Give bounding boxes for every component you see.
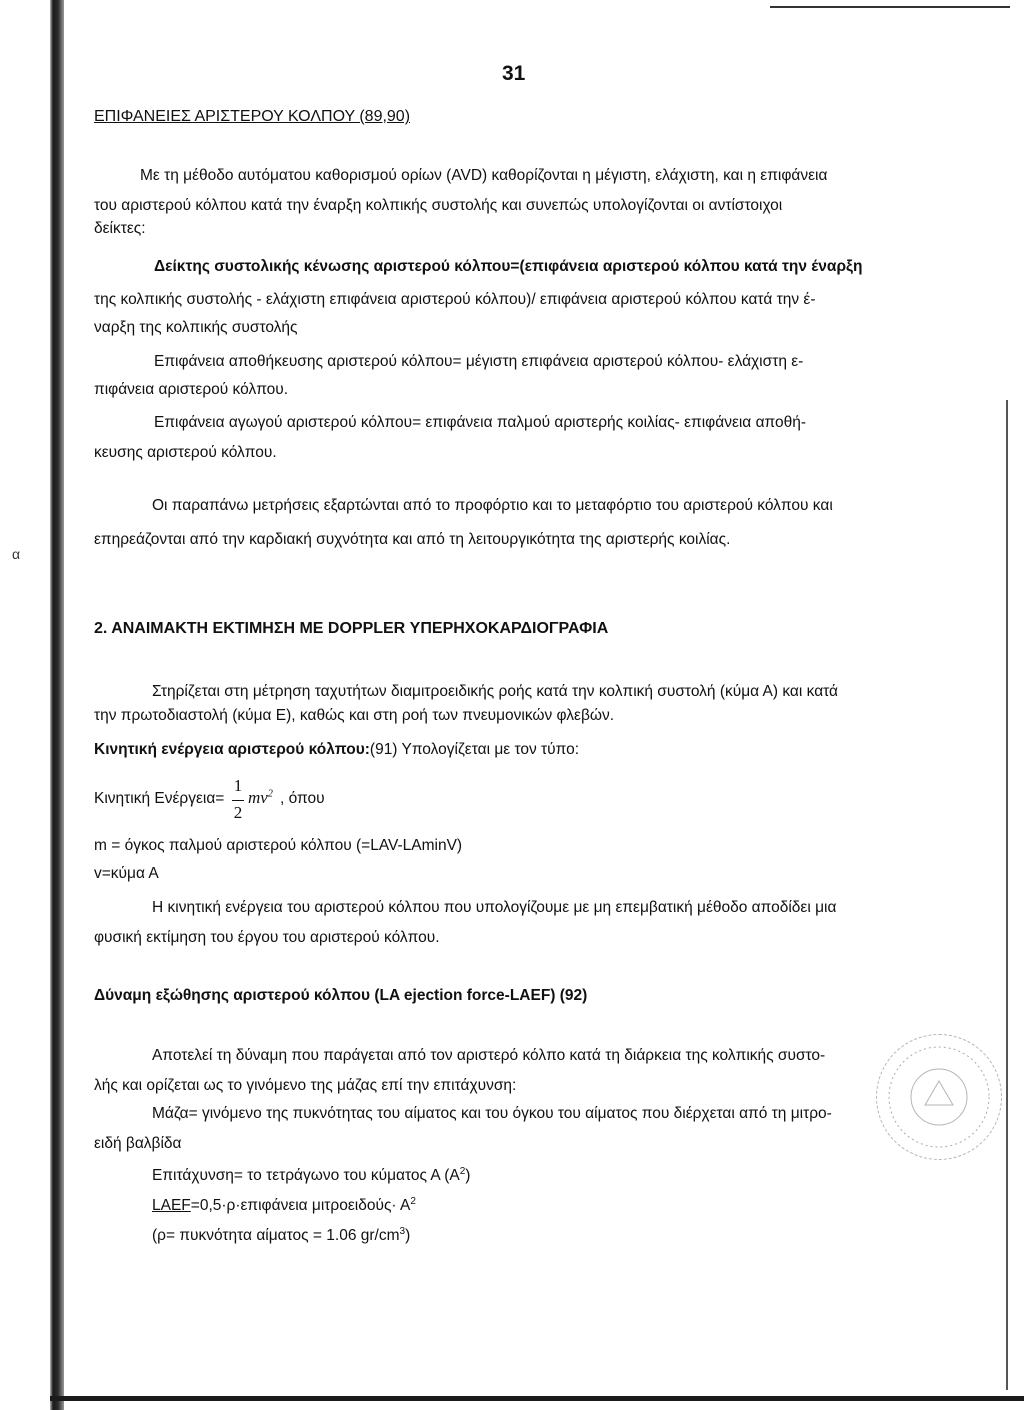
definition-line: Επιφάνεια αποθήκευσης αριστερού κόλπου= μέγιστη επιφάνεια αριστερού κόλπου- ελάχιστη ε- <box>154 353 804 370</box>
definition-line: ναρξη της κολπικής συστολής <box>94 319 298 336</box>
laef-line: Μάζα= γινόμενο της πυκνότητας του αίματος και του όγκου του αίματος που διέρχεται από τη μιτρο- <box>152 1105 832 1122</box>
laef-heading: Δύναμη εξώθησης αριστερού κόλπου (LA ejection force-LAEF) (92) <box>94 987 588 1004</box>
section-title: ΕΠΙΦΑΝΕΙΕΣ ΑΡΙΣΤΕΡΟΥ ΚΟΛΠΟΥ (89,90) <box>94 108 411 125</box>
laef-abbr: LAEF <box>152 1197 191 1214</box>
para2-line: Οι παραπάνω μετρήσεις εξαρτώνται από το προφόρτιο και το μεταφόρτιο του αριστερού κόλπου και <box>152 497 833 514</box>
kinetic-ref: (91) Υπολογίζεται με τον τύπο: <box>369 741 580 758</box>
fraction-bar <box>232 800 244 801</box>
definition-line: της κολπικής συστολής - ελάχιστη επιφάνεια αριστερού κόλπου)/ επιφάνεια αριστερού κόλπου κατά την έ- <box>94 291 816 308</box>
kinetic-heading: Κινητική ενέργεια αριστερού κόλπου: <box>94 741 370 758</box>
kinetic-line: Η κινητική ενέργεια του αριστερού κόλπου που υπολογίζουμε με μη επεμβατική μέθοδο αποδίδει μια <box>152 899 837 916</box>
definition-line: Δείκτης συστολικής κένωσης αριστερού κόλπου=(επιφάνεια αριστερού κόλπου κατά την έναρξη <box>154 258 863 275</box>
para1-line: Με τη μέθοδο αυτόματου καθορισμού ορίων (AVD) καθορίζονται η μέγιστη, ελάχιστη, και η επιφάνεια <box>140 167 828 184</box>
stamp-graphic <box>877 1035 1001 1159</box>
formula-label: Κινητική Ενέργεια= <box>94 790 225 807</box>
para1-line: δείκτες: <box>94 220 146 237</box>
page-number: 31 <box>502 62 526 85</box>
formula-suffix: , όπου <box>280 790 325 807</box>
v-definition: v=κύμα Α <box>94 865 159 882</box>
acceleration-line: Επιτάχυνση= το τετράγωνο του κύματος Α $(A^2)$ <box>152 1165 471 1184</box>
para2-line: επηρεάζονται από την καρδιακή συχνότητα και από τη λειτουργικότητα της αριστερής κοιλίας. <box>94 531 731 548</box>
section2-line: Στηρίζεται στη μέτρηση ταχυτήτων διαμιτροειδικής ροής κατά την κολπική συστολή (κύμα Α) και κατά <box>152 683 839 700</box>
margin-mark: α <box>12 546 21 562</box>
scan-top-rule <box>770 6 1010 8</box>
formula-mv: $mv^2$ <box>248 788 273 807</box>
kinetic-line: φυσική εκτίμηση του έργου του αριστερού κόλπου. <box>94 929 440 946</box>
library-stamp-icon <box>876 1034 1002 1160</box>
scan-binding-edge <box>50 0 64 1410</box>
laef-line: ειδή βαλβίδα <box>94 1135 182 1152</box>
laef-formula: LAEF=0,5·ρ·επιφάνεια $\mu\iota\tau\rho o\varepsilon\iota\delta oύ\varsigma\cdot A^2$ <box>152 1195 416 1214</box>
definition-line: πιφάνεια αριστερού κόλπου. <box>94 381 289 398</box>
laef-line: λής και ορίζεται ως το γινόμενο της μάζας επί την επιτάχυνση: <box>94 1077 517 1094</box>
para1-line: του αριστερού κόλπου κατά την έναρξη κολπικής συστολής και συνεπώς υπολογίζονται οι αντίστοιχοι <box>94 197 783 214</box>
laef-line: Αποτελεί τη δύναμη που παράγεται από τον αριστερό κόλπο κατά τη διάρκεια της κολπικής συστο- <box>152 1047 826 1064</box>
section-heading: 2. ΑΝΑΙΜΑΚΤΗ ΕΚΤΙΜΗΣΗ ΜΕ DOPPLER ΥΠΕΡΗΧΟΚΑΡΔΙΟΓΡΑΦΙΑ <box>94 620 609 637</box>
scan-bottom-edge <box>50 1396 1024 1401</box>
scan-right-rule <box>1006 400 1008 1390</box>
density-line: (ρ= πυκνότητα αίματος = 1.06 $gr/cm^3$) <box>152 1225 411 1244</box>
definition-line: κευσης αριστερού κόλπου. <box>94 444 277 461</box>
formula-denominator: 2 <box>233 803 243 822</box>
kinetic-heading-line <box>94 740 579 760</box>
definition-line: Επιφάνεια αγωγού αριστερού κόλπου= επιφάνεια παλμού αριστερής κοιλίας- επιφάνεια αποθή- <box>154 414 807 431</box>
section2-line: την πρωτοδιαστολή (κύμα Ε), καθώς και στη ροή των πνευμονικών φλεβών. <box>94 707 615 724</box>
formula-numerator: 1 <box>233 776 243 795</box>
m-definition: m = όγκος παλμού αριστερού κόλπου (=LAV-LAminV) <box>94 837 463 854</box>
